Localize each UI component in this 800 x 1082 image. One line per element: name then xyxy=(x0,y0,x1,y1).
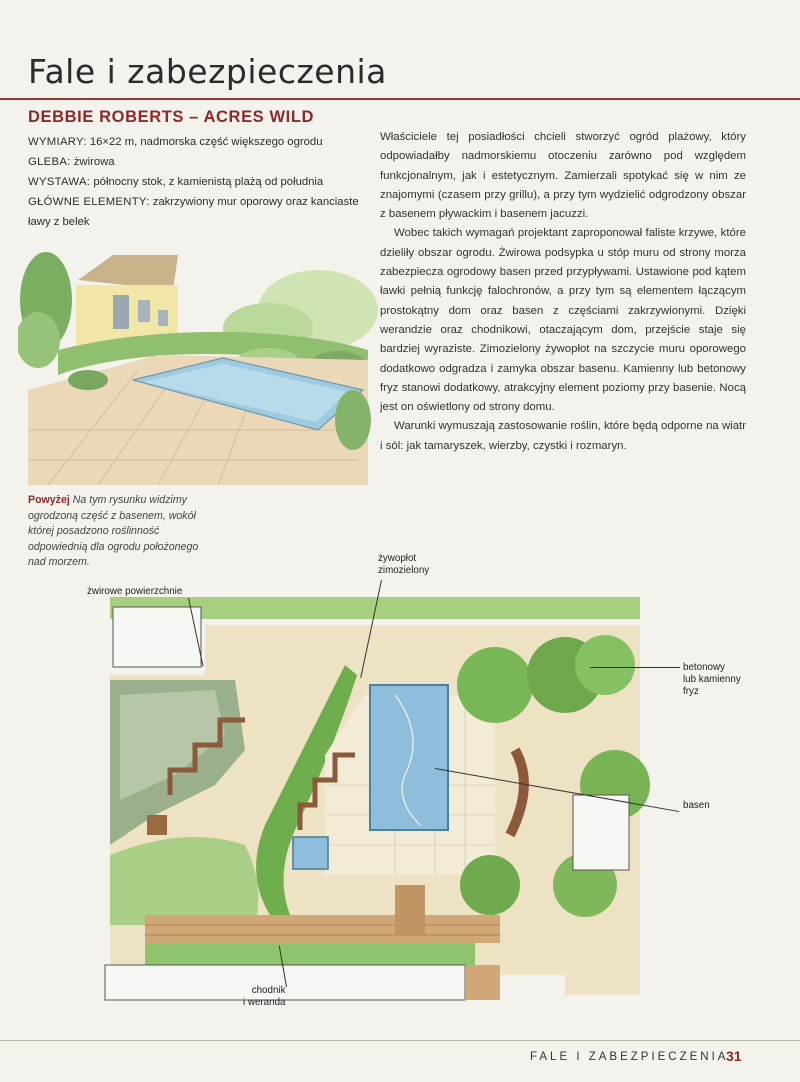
body-text xyxy=(380,128,746,456)
label-pool: basen xyxy=(683,800,710,811)
body-paragraph: Wobec takich wymagań projektant zaproponował faliste krzywe, które dzieliły obszar ogrodu. Żwirowa podsypka u stóp muru od strony morza zabezpiecza ogrodowy basen przed przypływami. Ustawione pod kątem ławki pełnią funkcję falochronów, a przy tym są elementem łączącym prostokątny dom oraz basen z częściami zakrzywionymi. Dzięki werandzie oraz chodnikowi, otaczającym dom, przejście staje się bardziej wyraziste. Zimozielony żywopłot na szczycie muru oporowego dodatkowo odgradza i zamyka obszar basenu. Kamienny lub betonowy fryz stanowi dodatkowy, atrakcyjny element poziomy przy basenie. Nocą jest on oświetlony od strony domu. xyxy=(380,227,746,414)
spec-main-elements: GŁÓWNE ELEMENTY: zakrzywiony mur oporowy oraz kanciaste ławy z belek xyxy=(28,196,359,228)
running-head: FALE I ZABEZPIECZENIA xyxy=(530,1051,729,1063)
illustration-caption xyxy=(28,493,208,571)
label-path: chodnik i weranda xyxy=(243,985,286,1008)
pool-perspective-illustration xyxy=(18,240,378,485)
label-gravel: żwirowe powierzchnie xyxy=(87,586,183,597)
title-rule xyxy=(0,98,800,100)
caption-lead: Powyżej xyxy=(28,494,70,506)
specs-list xyxy=(28,132,368,232)
body-paragraph: Właściciele tej posiadłości chcieli stworzyć ogród plażowy, który odpowiadałby nadmorskiemu otoczeniu zarówno pod względem funkcjonalnym, jak i estetycznym. Zamierzali spotykać się w nim ze znajomymi (czasem przy grillu), a przy tym wydzielić odgrodzony obszar z basenem pływackim i basenem jacuzzi. xyxy=(380,131,746,221)
page-title: Fale i zabezpieczenia xyxy=(28,52,387,91)
leader-frieze xyxy=(590,667,680,668)
footer-rule xyxy=(0,1040,800,1041)
body-paragraph: Warunki wymuszają zastosowanie roślin, które będą odporne na wiatr i sól: jak tamaryszek, wierzby, czystki i rozmaryn. xyxy=(380,420,746,452)
label-hedge: żywopłot zimozielony xyxy=(378,553,430,576)
caption-text: Na tym rysunku widzimy ogrodzoną część z basenem, wokół której posadzono roślinność odpowiednią dla ogrodu położonego nad morzem. xyxy=(28,494,199,568)
label-frieze: betonowy lub kamienny fryz xyxy=(683,662,741,697)
spec-soil: GLEBA: żwirowa xyxy=(28,156,115,168)
garden-plan-drawing xyxy=(95,585,660,1005)
spec-exposure: WYSTAWA: północny stok, z kamienistą plażą od południa xyxy=(28,176,324,188)
designer-heading: DEBBIE ROBERTS – ACRES WILD xyxy=(28,108,315,126)
page-number: 31 xyxy=(726,1048,742,1064)
spec-dimensions: WYMIARY: 16×22 m, nadmorska część większego ogrodu xyxy=(28,136,323,148)
